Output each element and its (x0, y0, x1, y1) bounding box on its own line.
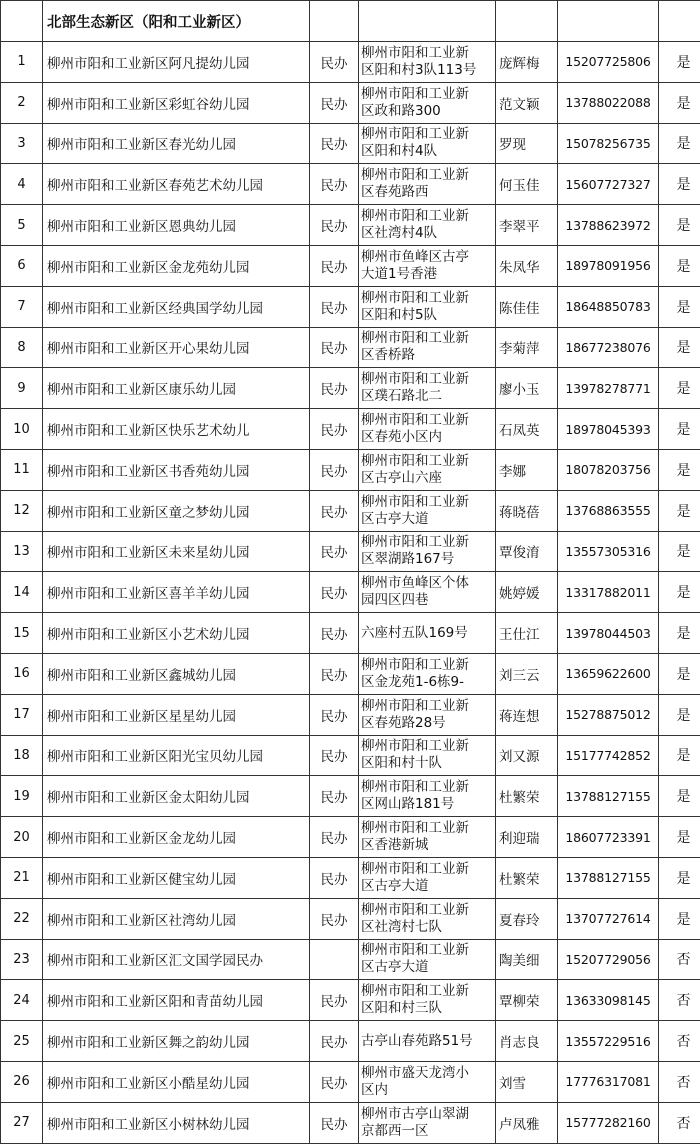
contact-person: 王仕江 (496, 613, 558, 654)
contact-person: 肖志良 (496, 1021, 558, 1062)
phone-number: 18648850783 (558, 286, 659, 327)
school-type: 民办 (310, 164, 359, 205)
school-type: 民办 (310, 735, 359, 776)
kindergarten-name: 柳州市阳和工业新区喜羊羊幼儿园 (43, 572, 310, 613)
row-number: 12 (1, 490, 43, 531)
status-flag: 是 (659, 205, 700, 246)
header-empty-cell (359, 1, 496, 42)
address-line: 区古亭大道 (361, 959, 495, 976)
kindergarten-name: 柳州市阳和工业新区恩典幼儿园 (43, 205, 310, 246)
contact-person: 石凤英 (496, 409, 558, 450)
address-line: 柳州市古亭山翠湖 (361, 1106, 495, 1123)
address (359, 286, 496, 327)
status-flag: 是 (659, 898, 700, 939)
school-type: 民办 (310, 327, 359, 368)
phone-number: 13978044503 (558, 613, 659, 654)
address-line: 区古亭大道 (361, 878, 495, 895)
school-type: 民办 (310, 653, 359, 694)
address (359, 490, 496, 531)
row-number: 14 (1, 572, 43, 613)
kindergarten-name: 柳州市阳和工业新区鑫城幼儿园 (43, 653, 310, 694)
kindergarten-name: 柳州市阳和工业新区小树林幼儿园 (43, 1102, 310, 1143)
contact-person: 覃俊淯 (496, 531, 558, 572)
address (359, 1021, 496, 1062)
address-line: 柳州市阳和工业新 (361, 942, 495, 959)
kindergarten-name: 柳州市阳和工业新区书香苑幼儿园 (43, 449, 310, 490)
row-number: 16 (1, 653, 43, 694)
address-line: 区社湾村4队 (361, 225, 495, 242)
table-row (1, 205, 700, 246)
table-row (1, 776, 700, 817)
row-number: 4 (1, 164, 43, 205)
address (359, 409, 496, 450)
table-row (1, 245, 700, 286)
phone-number: 18978091956 (558, 245, 659, 286)
contact-person: 姚婷媛 (496, 572, 558, 613)
phone-number: 18677238076 (558, 327, 659, 368)
address-line: 区春苑路西 (361, 184, 495, 201)
address-line: 区社湾村七队 (361, 919, 495, 936)
contact-person: 刘三云 (496, 653, 558, 694)
table-row (1, 409, 700, 450)
address-line: 区金龙苑1-6栋9- (361, 674, 495, 691)
row-number: 21 (1, 857, 43, 898)
table-row (1, 735, 700, 776)
school-type: 民办 (310, 613, 359, 654)
school-type: 民办 (310, 82, 359, 123)
status-flag: 是 (659, 490, 700, 531)
address (359, 42, 496, 83)
status-flag: 是 (659, 572, 700, 613)
school-type: 民办 (310, 368, 359, 409)
address-line: 区香港新城 (361, 837, 495, 854)
address (359, 694, 496, 735)
table-row (1, 1102, 700, 1143)
address-line: 六座村五队169号 (361, 625, 495, 642)
status-flag: 是 (659, 694, 700, 735)
phone-number: 15777282160 (558, 1102, 659, 1143)
kindergarten-name: 柳州市阳和工业新区童之梦幼儿园 (43, 490, 310, 531)
address-line: 柳州市阳和工业新 (361, 290, 495, 307)
status-flag: 是 (659, 368, 700, 409)
status-flag: 是 (659, 42, 700, 83)
address (359, 939, 496, 980)
kindergarten-name: 柳州市阳和工业新区金龙幼儿园 (43, 817, 310, 858)
address (359, 368, 496, 409)
row-number: 19 (1, 776, 43, 817)
address (359, 735, 496, 776)
address-line: 柳州市阳和工业新 (361, 494, 495, 511)
header-empty-cell (558, 1, 659, 42)
kindergarten-name: 柳州市阳和工业新区金太阳幼儿园 (43, 776, 310, 817)
school-type: 民办 (310, 898, 359, 939)
row-number: 3 (1, 123, 43, 164)
phone-number: 17776317081 (558, 1061, 659, 1102)
address (359, 327, 496, 368)
kindergarten-name: 柳州市阳和工业新区未来星幼儿园 (43, 531, 310, 572)
school-type: 民办 (310, 123, 359, 164)
contact-person: 陈佳佳 (496, 286, 558, 327)
address-line: 柳州市阳和工业新 (361, 453, 495, 470)
address-line: 区阳和村5队 (361, 307, 495, 324)
phone-number: 13707727614 (558, 898, 659, 939)
row-number: 9 (1, 368, 43, 409)
school-type: 民办 (310, 776, 359, 817)
address (359, 776, 496, 817)
address-line: 京都西一区 (361, 1123, 495, 1140)
phone-number: 15177742852 (558, 735, 659, 776)
row-number: 17 (1, 694, 43, 735)
status-flag: 否 (659, 1021, 700, 1062)
contact-person: 何玉佳 (496, 164, 558, 205)
phone-number: 15207725806 (558, 42, 659, 83)
status-flag: 是 (659, 245, 700, 286)
section-title: 北部生态新区（阳和工业新区） (43, 1, 310, 42)
status-flag: 是 (659, 735, 700, 776)
school-type: 民办 (310, 817, 359, 858)
kindergarten-name: 柳州市阳和工业新区健宝幼儿园 (43, 857, 310, 898)
school-type: 民办 (310, 42, 359, 83)
kindergarten-name: 柳州市阳和工业新区汇文国学园民办 (43, 939, 310, 980)
address-line: 区网山路181号 (361, 796, 495, 813)
contact-person: 利迎瑞 (496, 817, 558, 858)
address-line: 区阳和村三队 (361, 1000, 495, 1017)
address-line: 柳州市盛天龙湾小 (361, 1065, 495, 1082)
row-number: 10 (1, 409, 43, 450)
table-row (1, 653, 700, 694)
address-line: 柳州市阳和工业新 (361, 45, 495, 62)
table-row (1, 694, 700, 735)
school-type: 民办 (310, 205, 359, 246)
address (359, 980, 496, 1021)
contact-person: 李娜 (496, 449, 558, 490)
status-flag: 否 (659, 1061, 700, 1102)
address-line: 柳州市阳和工业新 (361, 983, 495, 1000)
status-flag: 否 (659, 980, 700, 1021)
status-flag: 是 (659, 531, 700, 572)
school-type: 民办 (310, 531, 359, 572)
status-flag: 是 (659, 449, 700, 490)
status-flag: 是 (659, 776, 700, 817)
address (359, 653, 496, 694)
table-row (1, 531, 700, 572)
row-number: 5 (1, 205, 43, 246)
status-flag: 是 (659, 164, 700, 205)
kindergarten-name: 柳州市阳和工业新区春光幼儿园 (43, 123, 310, 164)
row-number: 1 (1, 42, 43, 83)
row-number: 27 (1, 1102, 43, 1143)
address-line: 柳州市阳和工业新 (361, 738, 495, 755)
table-row (1, 490, 700, 531)
header-empty-cell (496, 1, 558, 42)
contact-person: 蒋连想 (496, 694, 558, 735)
address-line: 区春苑小区内 (361, 429, 495, 446)
table-row (1, 449, 700, 490)
address-line: 柳州市阳和工业新 (361, 208, 495, 225)
address-line: 柳州市鱼峰区古亭 (361, 249, 495, 266)
phone-number: 15207729056 (558, 939, 659, 980)
contact-person: 杜繁荣 (496, 776, 558, 817)
phone-number: 13768863555 (558, 490, 659, 531)
address-line: 区春苑路28号 (361, 715, 495, 732)
table-row (1, 980, 700, 1021)
address-line: 柳州市阳和工业新 (361, 167, 495, 184)
school-type: 民办 (310, 1102, 359, 1143)
address-line: 区内 (361, 1082, 495, 1099)
status-flag: 是 (659, 409, 700, 450)
contact-person: 范文颖 (496, 82, 558, 123)
kindergarten-name: 柳州市阳和工业新区阳和青苗幼儿园 (43, 980, 310, 1021)
row-number: 6 (1, 245, 43, 286)
address-line: 区香桥路 (361, 347, 495, 364)
address (359, 123, 496, 164)
contact-person: 陶美细 (496, 939, 558, 980)
address-line: 柳州市阳和工业新 (361, 86, 495, 103)
address (359, 1061, 496, 1102)
school-type: 民办 (310, 1021, 359, 1062)
phone-number: 18607723391 (558, 817, 659, 858)
address (359, 613, 496, 654)
address (359, 449, 496, 490)
section-header-row (1, 1, 700, 42)
contact-person: 廖小玉 (496, 368, 558, 409)
address (359, 857, 496, 898)
address-line: 柳州市阳和工业新 (361, 126, 495, 143)
address-line: 区阳和村3队113号 (361, 62, 495, 79)
kindergarten-name: 柳州市阳和工业新区小酷星幼儿园 (43, 1061, 310, 1102)
status-flag: 是 (659, 123, 700, 164)
phone-number: 15607727327 (558, 164, 659, 205)
kindergarten-name: 柳州市阳和工业新区彩虹谷幼儿园 (43, 82, 310, 123)
address-line: 区阳和村4队 (361, 143, 495, 160)
contact-person: 夏春玲 (496, 898, 558, 939)
school-type: 民办 (310, 980, 359, 1021)
school-type: 民办 (310, 245, 359, 286)
kindergarten-name: 柳州市阳和工业新区快乐艺术幼儿 (43, 409, 310, 450)
phone-number: 13978278771 (558, 368, 659, 409)
address-line: 区古亭山六座 (361, 470, 495, 487)
phone-number: 15078256735 (558, 123, 659, 164)
address-line: 大道1号香港 (361, 266, 495, 283)
address-line: 柳州市阳和工业新 (361, 902, 495, 919)
contact-person: 庞辉梅 (496, 42, 558, 83)
school-type: 民办 (310, 286, 359, 327)
kindergarten-name: 柳州市阳和工业新区社湾幼儿园 (43, 898, 310, 939)
row-number: 2 (1, 82, 43, 123)
address (359, 245, 496, 286)
table-row (1, 1021, 700, 1062)
phone-number: 15278875012 (558, 694, 659, 735)
header-empty-cell (310, 1, 359, 42)
address-line: 古亭山春苑路51号 (361, 1033, 495, 1050)
row-number: 23 (1, 939, 43, 980)
header-empty-cell (659, 1, 700, 42)
status-flag: 是 (659, 286, 700, 327)
address-line: 柳州市阳和工业新 (361, 371, 495, 388)
contact-person: 蒋晓蓓 (496, 490, 558, 531)
phone-number: 13317882011 (558, 572, 659, 613)
table-row (1, 613, 700, 654)
status-flag: 是 (659, 327, 700, 368)
school-type: 民办 (310, 1061, 359, 1102)
address (359, 164, 496, 205)
row-number: 7 (1, 286, 43, 327)
address (359, 531, 496, 572)
address-line: 区翠湖路167号 (361, 551, 495, 568)
address-line: 柳州市阳和工业新 (361, 330, 495, 347)
phone-number: 13557305316 (558, 531, 659, 572)
kindergarten-name: 柳州市阳和工业新区阳光宝贝幼儿园 (43, 735, 310, 776)
status-flag: 是 (659, 857, 700, 898)
phone-number: 13788623972 (558, 205, 659, 246)
address-line: 柳州市阳和工业新 (361, 820, 495, 837)
table-row (1, 368, 700, 409)
table-row (1, 817, 700, 858)
contact-person: 覃柳荣 (496, 980, 558, 1021)
row-number: 8 (1, 327, 43, 368)
address (359, 82, 496, 123)
phone-number: 13557229516 (558, 1021, 659, 1062)
address-line: 柳州市阳和工业新 (361, 698, 495, 715)
kindergarten-name: 柳州市阳和工业新区小艺术幼儿园 (43, 613, 310, 654)
table-row (1, 327, 700, 368)
address-line: 区古亭大道 (361, 511, 495, 528)
kindergarten-name: 柳州市阳和工业新区经典国学幼儿园 (43, 286, 310, 327)
address-line: 区璞石路北二 (361, 388, 495, 405)
kindergarten-name: 柳州市阳和工业新区阿凡提幼儿园 (43, 42, 310, 83)
row-number: 24 (1, 980, 43, 1021)
contact-person: 朱凤华 (496, 245, 558, 286)
kindergarten-name: 柳州市阳和工业新区康乐幼儿园 (43, 368, 310, 409)
phone-number: 13788127155 (558, 857, 659, 898)
row-number: 13 (1, 531, 43, 572)
school-type: 民办 (310, 449, 359, 490)
school-type: 民办 (310, 694, 359, 735)
table-row (1, 1061, 700, 1102)
status-flag: 否 (659, 1102, 700, 1143)
table-body (1, 1, 700, 1144)
contact-person: 刘雪 (496, 1061, 558, 1102)
kindergarten-name: 柳州市阳和工业新区开心果幼儿园 (43, 327, 310, 368)
phone-number: 13633098145 (558, 980, 659, 1021)
table-row (1, 82, 700, 123)
row-number: 22 (1, 898, 43, 939)
school-type: 民办 (310, 857, 359, 898)
status-flag: 否 (659, 939, 700, 980)
address-line: 区阳和村十队 (361, 755, 495, 772)
row-number: 11 (1, 449, 43, 490)
school-type (310, 939, 359, 980)
header-empty-cell (1, 1, 43, 42)
kindergarten-name: 柳州市阳和工业新区春苑艺术幼儿园 (43, 164, 310, 205)
address-line: 柳州市阳和工业新 (361, 657, 495, 674)
address-line: 柳州市阳和工业新 (361, 779, 495, 796)
address-line: 区政和路300 (361, 103, 495, 120)
table-row (1, 123, 700, 164)
table-row (1, 572, 700, 613)
address (359, 817, 496, 858)
table-row (1, 164, 700, 205)
school-type: 民办 (310, 572, 359, 613)
school-type: 民办 (310, 490, 359, 531)
status-flag: 是 (659, 613, 700, 654)
phone-number: 13659622600 (558, 653, 659, 694)
contact-person: 杜繁荣 (496, 857, 558, 898)
table-row (1, 42, 700, 83)
address-line: 柳州市阳和工业新 (361, 534, 495, 551)
address-line: 柳州市阳和工业新 (361, 412, 495, 429)
table-row (1, 898, 700, 939)
row-number: 26 (1, 1061, 43, 1102)
address-line: 柳州市阳和工业新 (361, 861, 495, 878)
row-number: 18 (1, 735, 43, 776)
table-row (1, 286, 700, 327)
address (359, 572, 496, 613)
phone-number: 18978045393 (558, 409, 659, 450)
kindergarten-name: 柳州市阳和工业新区舞之韵幼儿园 (43, 1021, 310, 1062)
phone-number: 13788022088 (558, 82, 659, 123)
phone-number: 13788127155 (558, 776, 659, 817)
address (359, 1102, 496, 1143)
row-number: 20 (1, 817, 43, 858)
address (359, 205, 496, 246)
contact-person: 李菊萍 (496, 327, 558, 368)
kindergarten-name: 柳州市阳和工业新区星星幼儿园 (43, 694, 310, 735)
status-flag: 是 (659, 817, 700, 858)
table-row (1, 939, 700, 980)
row-number: 15 (1, 613, 43, 654)
address (359, 898, 496, 939)
contact-person: 刘又源 (496, 735, 558, 776)
table-row (1, 857, 700, 898)
status-flag: 是 (659, 653, 700, 694)
phone-number: 18078203756 (558, 449, 659, 490)
contact-person: 卢凤雅 (496, 1102, 558, 1143)
contact-person: 罗现 (496, 123, 558, 164)
school-type: 民办 (310, 409, 359, 450)
address-line: 柳州市鱼峰区个体 (361, 575, 495, 592)
contact-person: 李翠平 (496, 205, 558, 246)
kindergarten-name: 柳州市阳和工业新区金龙苑幼儿园 (43, 245, 310, 286)
address-line: 园四区四巷 (361, 592, 495, 609)
status-flag: 是 (659, 82, 700, 123)
row-number: 25 (1, 1021, 43, 1062)
